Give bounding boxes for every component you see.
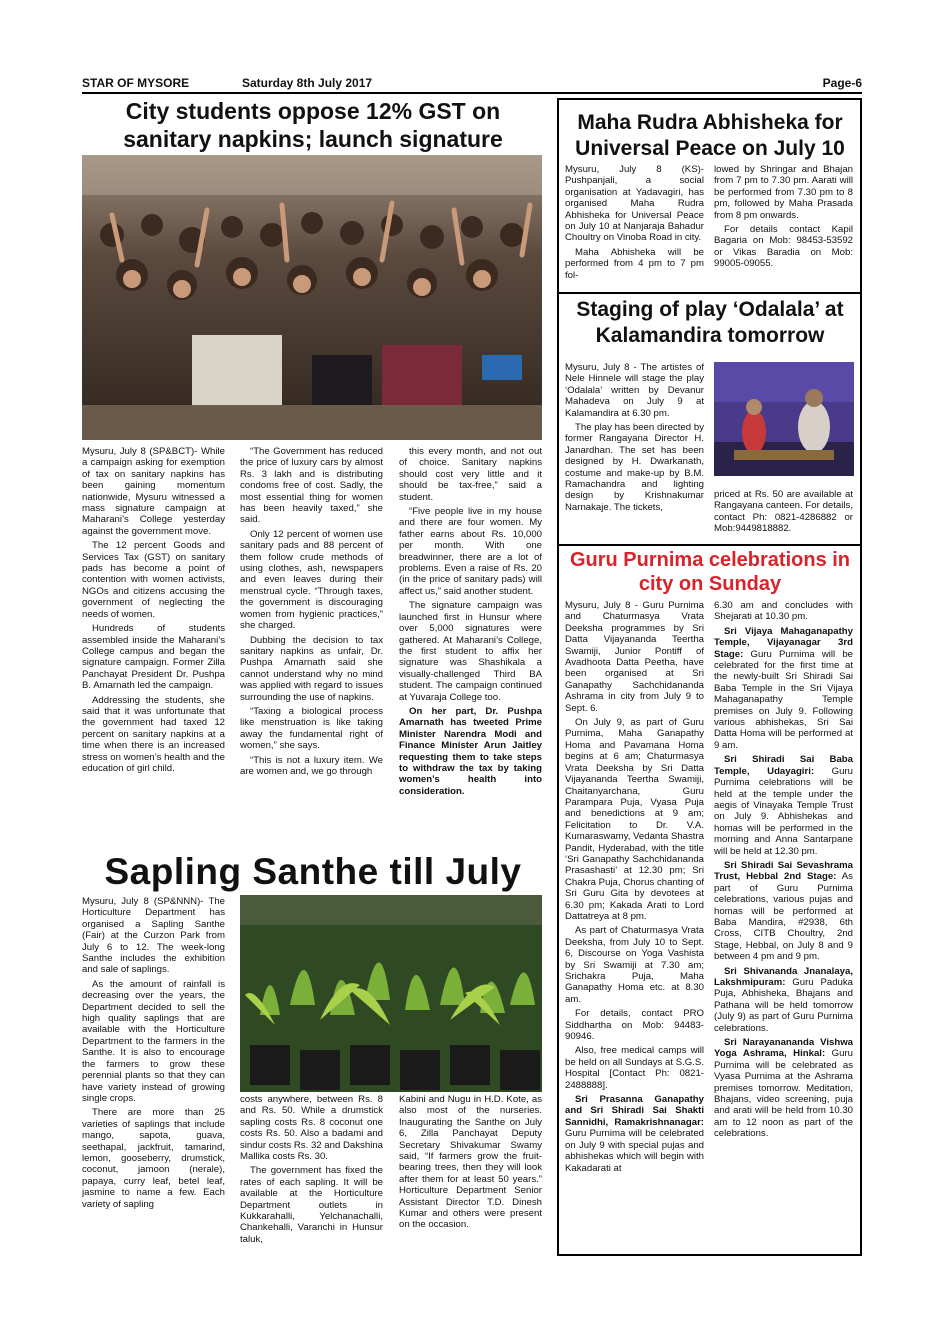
odalala-paragraph: The play has been directed by former Rangayana Director H. Janardhan. The set has been designed by H. Dwarkanath, costume and make-up by B.M. Ramachandra and lighting design by Krishnakumar Narnakaje. The tickets, [565,422,704,513]
rudra-column-1 [565,164,704,300]
guru-paragraph [714,860,853,963]
venue-details: Guru Paduka Puja, Abhisheka, Bhajans and Pathana will be held tomorrow (July 9) as part of Guru Purnima celebrations. [714,977,853,1034]
issue-date: Saturday 8th July 2017 [242,76,373,90]
play-scene-photo [714,362,854,476]
gst-paragraph-bold: On her part, Dr. Pushpa Amarnath has tweeted Prime Minister Narendra Modi and Finance Minister Arun Jaitley requesting them to take steps to withdraw the tax by taking women’s health into consideration. [399,705,542,797]
sapling-paragraph: There are more than 25 varieties of saplings that include mango, sapota, guava, seethapal, jackfruit, tamarind, lemon, gooseberry, drumstick, coconut, jamoon (nerale), papaya, curry leaf, betel leaf, jasmine to name a few. Each variety of sapling [82,1107,225,1210]
rudra-column-2 [714,164,853,300]
gst-paragraph: “The Government has reduced the price of luxury cars by almost Rs. 3 lakh and is distributing condoms free of cost. Sadly, the most essential thing for women has been heavily taxed,” she said. [240,446,383,526]
gst-column-2 [240,446,383,851]
newspaper-name: STAR OF MYSORE [82,76,190,90]
guru-paragraph: Also, free medical camps will be held on all Sundays at S.G.S. Hospital [Contact Ph: 0821-2488888]. [565,1045,704,1091]
sapling-column-2 [240,1094,383,1256]
gst-paragraph: Mysuru, July 8 (SP&BCT)- While a campaign asking for exemption of tax on sanitary napkins has been gaining momentum nationwide, Mysuru witnessed a mass signature campaign at Maharani’s College yesterday against the government move. [82,446,225,537]
guru-column-2 [714,600,853,1250]
venue-details: Guru Purnima will be celebrated as Vyasa Purnima at the Ashrama premises tomorrow. Meditation, Bhajans, video screening, puja and arati will be held from 10.30 am to 12 noon as part of the celebrations. [714,1048,853,1140]
venue-name: Sri Shiradi Sai Sevashrama Trust, Hebbal 2nd Stage: [714,859,853,883]
gst-column-1 [82,446,225,851]
guru-paragraph [714,626,853,751]
guru-paragraph: On July 9, as part of Guru Purnima, Maha Ganapathy Homa and Pavamana Homa begins at 6 am; Chaturmasya Vrata Deeksha by Sri Datta Vijayananda Teertha Swamiji, Chaitanyarchana, Guru Paramparа Puja, Vyasa Puja and benedictions at 9 am; Felicitation to Dr. V.A. Kumaraswamy, Vedanta Shastra Pandit, Hyderabad, with the title ‘Sri Ganapathy Sachchidananda Prasashasti’ at 12.30 pm; Sri Chakra Puja, Chorus chanting of Sri Guru Gita by devotees at 6.30 pm; Kakada Arati to Lord Dattatreya at 8 pm. [565,717,704,922]
masthead-rule [82,92,862,94]
venue-name: Sri Shiradi Sai Baba Temple, Udayagiri: [714,754,853,777]
odalala-headline: Staging of play ‘Odalala’ at Kalamandira tomorrow [576,298,844,347]
gst-paragraph: Addressing the students, she said that it was unfortunate that the government had taxed 12 percent on sanitary napkins at a time when there is an increased stress on women’s health and the education of girl child. [82,694,225,774]
guru-paragraph [714,754,853,857]
venue-details: As part of Guru Purnima celebrations, various pujas and homas will be performed at Baba Mandira, #2938, 6th Cross, CITB Choultry, 2nd Stage, Hebbal, on July 8 and 9 between 4 pm and 9 pm. [714,871,853,963]
venue-details: Guru Purnima will be celebrated for the first time at the newly-built Sri Shiradi Sai Baba Temple in the Sri Vijaya Mahaganapathy Temple premises on July 9. Following various abhishekas, Sri Sai Datta Homa will be performed at 9 am. [714,648,853,751]
gst-headline: City students oppose 12% GST on sanitary napkins; launch signature [123,98,503,152]
venue-name: Sri Narayanananda Vishwa Yoga Ashrama, Hinkal: [714,1037,853,1060]
guru-headline: Guru Purnima celebrations in city on Sunday [569,549,851,595]
odalala-column-1 [565,362,704,544]
sapling-headline: Sapling Santhe till July [104,851,522,892]
guru-paragraph [714,1037,853,1140]
page-number: Page-6 [822,76,862,90]
gst-paragraph: “Five people live in my house and there are four women. My father earns about Rs. 10,000 per month. With one breadwinner, there are a lot of problems. Even a raise of Rs. 20 (in the price of sanitary pads) will affect us,” said another student. [399,506,542,597]
guru-paragraph: As part of Chaturmasya Vrata Deeksha, from July 10 to Sept. 6, Discourse on Yoga Vashista by Sri Swamiji at 7.30 am; Srichakra Puja, Maha Ganapathy Homa etc. at 8.30 am. [565,925,704,1005]
guru-paragraph: For details, contact PRO Siddhartha on Mob: 94483-90946. [565,1008,704,1043]
guru-column-1 [565,600,704,1250]
guru-paragraph [565,1094,704,1174]
sapling-paragraph: Kabini and Nugu in H.D. Kote, as also most of the nurseries. Inaugurating the Santhe on July 6, Zilla Panchayat Deputy Secretary Shivakumar Swamy said, “If farmers grow the fruit-bearing trees, then they will look after them for at least 50 years.” Horticulture Department Senior Assistant Director T.D. Dinesh Kumar and others were present on the occasion. [399,1094,542,1231]
section-divider [559,292,860,294]
sapling-paragraph: As the amount of rainfall is decreasing over the years, the Department decided to sell the high quality saplings that are available with the Horticulture Department to the farmers in the Santhe. It is also to encourage the farmers to grow these perennial plants so that they can have variety instead of growing single crops. [82,978,225,1104]
sapling-paragraph: The government has fixed the rates of each sapling. It will be available at the Horticulture Department outlets in Kukkarahalli, Yelchanachalli, Chankehalli, Varanchi in Hunsur taluk, [240,1165,383,1245]
venue-details: Guru Purnima celebrations will be held at the temple under the aegis of Vinayaka Temple Trust on July 9. Abhishekas and homas will be performed in the morning and Anna Santarpane will be held at 12.30 pm. [714,765,853,857]
venue-name: Sri Vijaya Mahaganapathy Temple, Vijayanagar 3rd Stage: [714,625,853,660]
saplings-photo [240,895,542,1092]
masthead [82,76,862,92]
venue-name: Sri Prasanna Ganapathy and Sri Shiradi Sai Shakti Sannidhi, Ramakrishnanagar: [565,1094,704,1128]
rudra-paragraph: Mysuru, July 8 (KS)- Pushpanjali, a social organisation at Yadavagiri, has organised Maha Rudra Abhisheka for Universal Peace on July 10 at Nanjaraja Bahadur Choultry on Vinoba Road in city. [565,164,704,244]
rudra-paragraph: Maha Abhisheka will be performed from 4 pm to 7 pm fol- [565,246,704,281]
gst-paragraph: this every month, and not out of choice. Sanitary napkins should cost very little and it should be tax-free,” said a student. [399,446,542,503]
gst-paragraph: Only 12 percent of women use sanitary pads and 88 percent of them follow crude methods of using clothes, ash, newspapers and even leaves during their menstrual cycle. “Through taxes, the government is discouraging women from hygienic practices,” she charged. [240,528,383,632]
gst-paragraph: The signature campaign was launched first in Hunsur where over 5,000 signatures were gathered. At Maharani’s College, the first student to affix her signature was Shashikala a visually-challenged Third BA student. The campaign continued at Yuvaraja College too. [399,600,542,703]
section-divider [559,544,860,546]
rudra-paragraph: For details contact Kapil Bagaria on Mob: 98453-53592 or Vikas Baradia on Mob: 99005-09055. [714,224,853,270]
sapling-paragraph: Mysuru, July 8 (SP&NNN)- The Horticulture Department has organised a Sapling Santhe (Fair) at the Curzon Park from July 6 to 12. The week-long Santhe includes the exhibition and sale of saplings. [82,896,225,976]
rudra-headline: Maha Rudra Abhisheka for Universal Peace on July 10 [575,111,845,160]
odalala-column-2 [714,489,853,544]
gst-paragraph: Dubbing the decision to tax sanitary napkins as unfair, Dr. Pushpa Amarnath said she cannot understand why no mind was applied with regard to issues surrounding the use of napkins. [240,634,383,703]
guru-paragraph: 6.30 am and concludes with Shejarati at 10.30 pm. [714,600,853,623]
guru-paragraph [714,966,853,1034]
gst-paragraph: “This is not a luxury item. We are women and, we go through [240,754,383,777]
gst-paragraph: “Taxing a biological process like menstruation is like taking away the fundamental right of women,” she says. [240,705,383,752]
sapling-paragraph: costs anywhere, between Rs. 8 and Rs. 50. While a drumstick sapling costs Rs. 8 coconut one costs Rs. 50. Also a badami and sindur costs Rs. 32 and Dakshina Mallika costs Rs. 30. [240,1094,383,1163]
gst-column-3 [399,446,542,851]
gst-paragraph: Hundreds of students assembled inside the Maharani’s College campus and began the signature campaign. Former Zilla Panchayat President Dr. Pushpa B. Amarnath led the campaign. [82,623,225,692]
rudra-paragraph: lowed by Shringar and Bhajan from 7 pm to 7.30 pm. Aarati will be performed from 7.30 pm to 8 pm, followed by Maha Prasada from 8 pm onwards. [714,164,853,221]
venue-name: Sri Shivananda Jnanalaya, Lakshmipuram: [714,965,853,988]
odalala-paragraph: Mysuru, July 8 - The artistes of Nele Hinnele will stage the play ‘Odalala’ written by Devanur Mahadeva on July 9 at Kalamandira at 6.30 pm. [565,362,704,419]
odalala-paragraph: priced at Rs. 50 are available at Rangayana canteen. For details, contact Ph: 0821-4286882 or Mob:9449818882. [714,489,853,535]
sapling-column-3 [399,1094,542,1256]
venue-details: Guru Purnima will be celebrated on July 9 with special pujas and abhishekas which will begin with Kakadarati at [565,1128,704,1174]
sapling-column-1 [82,896,225,1256]
students-protest-photo [82,155,542,440]
gst-paragraph: The 12 percent Goods and Services Tax (GST) on sanitary pads has become a point of contention with women activists, NGOs and citizens accusing the government of neglecting the needs of women. [82,540,225,620]
guru-paragraph: Mysuru, July 8 - Guru Purnima and Chaturmasya Vrata Deeksha programmes by Sri Datta Vijayananda Teertha Swamiji, Junior Pontiff of Avadhoota Datta Peetha, have been organised at Sri Ganapathy Sachchidananda Ashrama in city from July 9 to Sept. 6. [565,600,704,714]
